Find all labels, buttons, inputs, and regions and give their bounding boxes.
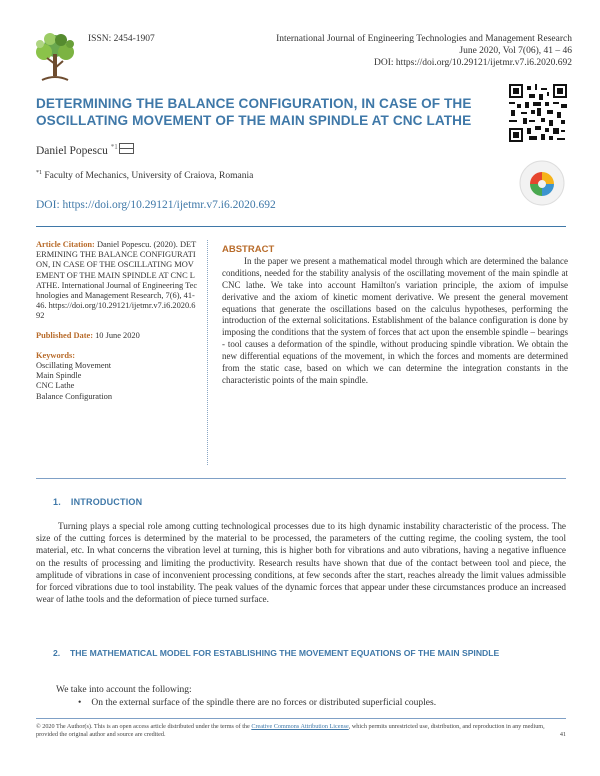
keyword-item: Balance Configuration	[36, 391, 113, 401]
journal-info	[276, 33, 572, 69]
journal-issue: June 2020, Vol 7(06), 41 – 46	[459, 46, 572, 56]
section-intro-text: We take into account the following:	[56, 685, 192, 695]
license-text-end: , which permits unrestricted use, distribution, and reproduction in any medium, provided the original author and source are credited.	[36, 723, 545, 738]
divider-middle	[36, 478, 566, 479]
keywords	[36, 351, 198, 402]
bullet-icon: •	[78, 698, 82, 708]
license-text-start: © 2020 The Author(s). This is an open access article distributed under the terms of the	[36, 723, 252, 730]
citation-label: Article Citation:	[36, 240, 95, 249]
published	[36, 331, 198, 341]
keywords-label: Keywords:	[36, 350, 76, 360]
divider-top	[36, 226, 566, 227]
author-name: Daniel Popescu	[36, 145, 108, 157]
license-link[interactable]: Creative Commons Attribution License	[251, 723, 349, 730]
abstract-heading: ABSTRACT	[222, 244, 275, 255]
column-divider	[207, 240, 208, 465]
keyword-item: CNC Lathe	[36, 381, 75, 391]
list-item	[78, 698, 436, 708]
affiliation	[36, 170, 253, 181]
section-number: 1.	[53, 497, 61, 507]
article-doi[interactable]: DOI: https://doi.org/10.29121/ijetmr.v7.i6.2020.692	[36, 199, 276, 211]
citation	[36, 240, 198, 322]
published-date: 10 June 2020	[93, 330, 140, 340]
section-title: THE MATHEMATICAL MODEL FOR ESTABLISHING THE MOVEMENT EQUATIONS OF THE MAIN SPINDLE	[70, 648, 500, 658]
section-heading-introduction	[53, 497, 142, 507]
author-line	[36, 143, 134, 157]
section-title: INTRODUCTION	[70, 497, 143, 507]
crossmark-icon[interactable]	[519, 160, 565, 206]
keyword-item: Oscillating Movement	[36, 361, 112, 371]
introduction-paragraph: Turning plays a special role among cutting technological processes due to its high dynamic instability characteristic of the process. The size of the cutting forces is determined by the material to be processed, the parameters of the cutting regime, the cooling system, the tool material, etc. In what concerns the vibration level at turning, this is higher both for vibrations and auto vibrations, having a negative influence on the results of processing and limiting the productivity. Research results have shown that due of the contact between tool and piece, the amplitude of vibrations in case of inconvenient processing conditions, at few seconds after the start, reaches already the limit values admissible for forced vibrations due to tool instability. The peak values of the dynamic forces that appear under these circumstances produce an increased wear of lathe tools and the deformation of piece turned surface.	[36, 521, 566, 605]
journal-logo-tree-icon	[30, 30, 80, 90]
license-footer	[36, 723, 566, 739]
author-superscript: *1	[110, 143, 118, 152]
divider-footer	[36, 718, 566, 719]
keyword-item: Main Spindle	[36, 371, 82, 381]
list-item-text: On the external surface of the spindle there are no forces or distributed superficial couples.	[91, 698, 437, 708]
section-number: 2.	[53, 648, 61, 658]
journal-doi[interactable]: DOI: https://doi.org/10.29121/ijetmr.v7.i6.2020.692	[373, 58, 572, 68]
page-number: 41	[559, 731, 566, 738]
section-heading-model	[53, 648, 513, 659]
journal-name: International Journal of Engineering Technologies and Management Research	[276, 34, 572, 44]
citation-text: Daniel Popescu. (2020). DETERMINING THE BALANCE CONFIGURATION, IN CASE OF THE OSCILLATING MOVEMENT OF THE MAIN SPINDLE AT CNC LATHE. International Journal of Engineering Technologies and Management Research, 7(6), 41-46. https://doi.org/10.29121/ijetmr.v7.i6.2020.692	[36, 240, 198, 321]
email-icon[interactable]	[119, 143, 134, 154]
abstract-text: In the paper we present a mathematical model through which are determined the balance conditions, needed for the stability analysis of the oscillating movement of the main spindle at CNC lathe. We take into account Hamilton's variation principle, the axiom of impulse derivative and the axiom of kinetic moment derivative. We present the general movement equations that generate the oscillations based on the calculus hypotheses, performing the introduction of the external solicitations. Establishment of the balance configuration is done by imposing the conditions that the system of forces that act upon the ensemble spindle – bearings - tool causes a deformation of the spindle, without producing spindle vibration. We obtain the new differential equations of the movement, in which the forces and moments are determined from the static case, based on which we can determine the integration constants in the characteristic points of the main spindle.	[222, 255, 568, 385]
qr-code-icon	[508, 84, 568, 142]
published-label: Published Date:	[36, 330, 94, 340]
affiliation-superscript: *1	[36, 170, 42, 176]
issn: ISSN: 2454-1907	[88, 34, 155, 44]
article-title: DETERMINING THE BALANCE CONFIGURATION, IN CASE OF THE OSCILLATING MOVEMENT OF THE MAIN SPINDLE AT CNC LATHE	[36, 96, 472, 128]
affiliation-text: Faculty of Mechanics, University of Craiova, Romania	[44, 171, 254, 182]
article-sidebar	[36, 240, 198, 402]
abstract	[222, 244, 568, 387]
